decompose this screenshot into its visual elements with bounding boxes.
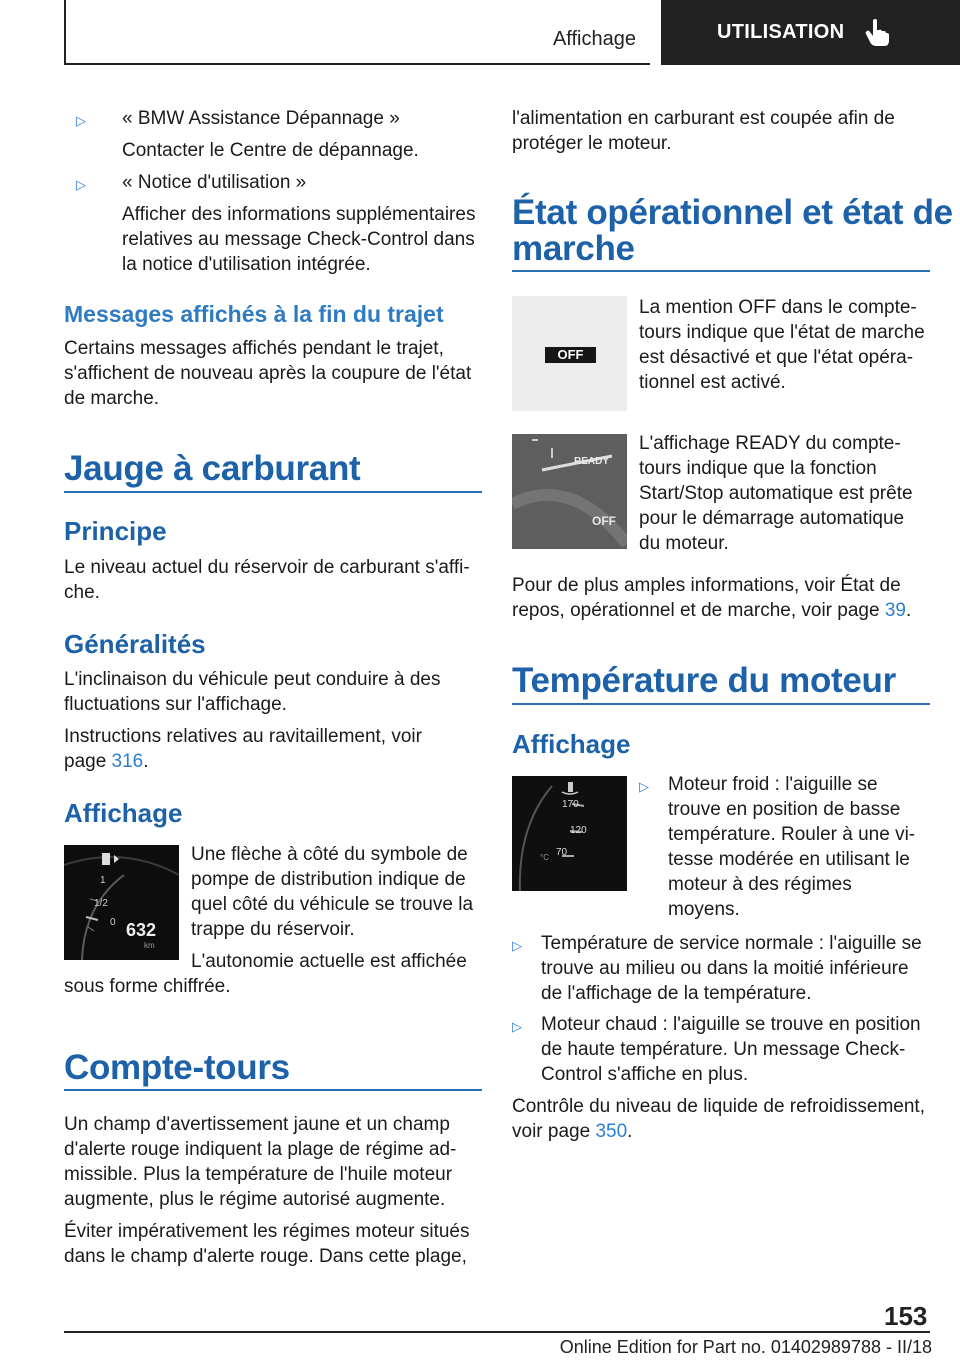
text: repos, opérationnel et de marche, voir page: [512, 600, 885, 621]
bullet-triangle-icon: ▷: [639, 779, 649, 794]
bullet-text: Afficher des informations supplémentaires: [122, 204, 476, 225]
fuel-gauge-image: [64, 845, 179, 960]
bullet-text: température. Rouler à une vi-: [668, 824, 916, 845]
paragraph-line: du moteur.: [639, 533, 729, 554]
paragraph-line: dans le champ d'alerte rouge. Dans cette plage,: [64, 1246, 467, 1267]
bullet-triangle-icon: ▷: [512, 938, 522, 953]
page-reference-link[interactable]: 39: [884, 600, 906, 621]
paragraph-line: Certains messages affichés pendant le trajet,: [64, 338, 444, 359]
header-chapter-label: UTILISATION: [717, 21, 845, 43]
paragraph-line: Éviter impérativement les régimes moteur situés: [64, 1221, 470, 1242]
bullet-text: Contacter le Centre de dépannage.: [122, 140, 419, 161]
bullet-text: tesse modérée en utilisant le: [668, 849, 910, 870]
bullet-title: « BMW Assistance Dépannage »: [122, 108, 400, 129]
paragraph-line: pour le démarrage automatique: [639, 508, 905, 529]
bullet-text: Moteur chaud : l'aiguille se trouve en position: [541, 1014, 921, 1035]
paragraph-line: [512, 1119, 632, 1144]
fuel-mark-empty: 0: [110, 917, 116, 928]
paragraph-line: est désactivé et que l'état opéra-: [639, 347, 914, 368]
paragraph-line: pompe de distribution indique de: [191, 869, 466, 890]
bullet-triangle-icon: ▷: [76, 113, 86, 128]
page-reference-link[interactable]: 350: [595, 1121, 628, 1142]
temp-mark-70: 70: [556, 847, 568, 858]
heading-fuel-gauge: Jauge à carburant: [64, 449, 361, 488]
header-section-title: Affichage: [552, 28, 636, 50]
heading-tachometer: Compte-tours: [64, 1048, 290, 1087]
ready-off-label: OFF: [592, 514, 616, 528]
footer-edition-text: Online Edition for Part no. 01402989788 - II/18: [559, 1337, 932, 1357]
paragraph-line: l'alimentation en carburant est coupée afin de: [512, 108, 895, 129]
temp-mark-120: 120: [570, 825, 587, 836]
paragraph-line: La mention OFF dans le compte-: [639, 297, 917, 318]
fuel-range-unit: km: [144, 941, 155, 950]
heading-operational-state-line2: marche: [512, 229, 635, 268]
paragraph-line: Une flèche à côté du symbole de: [191, 844, 468, 865]
heading-engine-temperature: Température du moteur: [512, 661, 896, 700]
paragraph-line: d'alerte rouge indiquent la plage de régime ad-: [64, 1139, 457, 1160]
paragraph-line: Le niveau actuel du réservoir de carburant s'affi-: [64, 557, 470, 578]
bullet-title: « Notice d'utilisation »: [122, 172, 307, 193]
header-border-left: [64, 0, 66, 64]
paragraph-line: s'affichent de nouveau après la coupure de l'état: [64, 363, 472, 384]
page-number: 153: [884, 1301, 928, 1331]
paragraph-line: Un champ d'avertissement jaune et un champ: [64, 1114, 450, 1135]
heading-display: Affichage: [64, 798, 183, 828]
bullet-text: moteur à des régimes: [668, 874, 852, 895]
bullet-text: de l'affichage de la température.: [541, 983, 812, 1004]
ready-display-image: [512, 434, 627, 549]
heading-operational-state: État opérationnel et état de: [512, 193, 953, 232]
paragraph-line: augmente, plus le régime autorisé augmente.: [64, 1189, 446, 1210]
paragraph-line: trappe du réservoir.: [191, 919, 355, 940]
fuel-gauge-graphic: [64, 845, 179, 960]
paragraph-line: Pour de plus amples informations, voir État de: [512, 575, 901, 596]
bullet-text: moyens.: [668, 899, 740, 920]
ready-gauge-graphic: [512, 434, 627, 549]
temp-mark-170: 170: [562, 799, 579, 810]
text: .: [143, 751, 149, 772]
heading-general: Généralités: [64, 629, 206, 659]
text: .: [627, 1121, 633, 1142]
header-border-bottom: [64, 63, 650, 65]
paragraph-line: che.: [64, 582, 100, 603]
fuel-mark-full: 1: [100, 875, 106, 886]
paragraph-line: protéger le moteur.: [512, 133, 672, 154]
paragraph-line: quel côté du véhicule se trouve la: [191, 894, 474, 915]
paragraph-line: sous forme chiffrée.: [64, 976, 231, 997]
page-reference-link[interactable]: 316: [111, 751, 144, 772]
fuel-mark-half: 1/2: [94, 898, 108, 909]
heading-rule: [512, 703, 930, 705]
off-display-image: [512, 296, 627, 411]
fuel-range-value: 632: [126, 920, 157, 940]
ready-label: READY: [574, 456, 610, 467]
text: page: [64, 751, 112, 772]
bullet-text: de haute température. Un message Check-: [541, 1039, 906, 1060]
temperature-gauge-image: [512, 776, 627, 891]
paragraph-line: Start/Stop automatique est prête: [639, 483, 913, 504]
paragraph-line: Contrôle du niveau de liquide de refroidissement,: [512, 1096, 925, 1117]
bullet-text: Moteur froid : l'aiguille se: [668, 774, 878, 795]
paragraph-line: tionnel est activé.: [639, 372, 786, 393]
paragraph-line: L'affichage READY du compte-: [639, 433, 901, 454]
paragraph-line: Instructions relatives au ravitaillement, voir: [64, 726, 422, 747]
bullet-text: relatives au message Check-Control dans: [122, 229, 475, 250]
paragraph-line: tours indique que la fonction: [639, 458, 877, 479]
temp-unit: °C: [540, 853, 549, 862]
bullet-text: Control s'affiche en plus.: [541, 1064, 749, 1085]
bullet-text: trouve en position de basse: [668, 799, 901, 820]
text: .: [905, 600, 912, 621]
bullet-triangle-icon: ▷: [512, 1019, 522, 1034]
heading-principle: Principe: [64, 516, 167, 546]
heading-rule: [512, 270, 930, 272]
pointing-hand-icon: [864, 19, 890, 47]
heading-end-trip-messages: Messages affichés à la fin du trajet: [64, 301, 444, 327]
bullet-text: Température de service normale : l'aiguille se: [541, 933, 922, 954]
footer-rule: [64, 1331, 930, 1333]
heading-rule: [64, 1089, 482, 1091]
off-badge: OFF: [545, 347, 596, 363]
bullet-triangle-icon: ▷: [76, 177, 86, 192]
heading-rule: [64, 491, 482, 493]
paragraph-line: [64, 749, 149, 774]
bullet-text: la notice d'utilisation intégrée.: [122, 254, 371, 275]
bullet-text: trouve au milieu ou dans la moitié inférieure: [541, 958, 909, 979]
paragraph-line: tours indique que l'état de marche: [639, 322, 925, 343]
paragraph-line: [512, 598, 911, 623]
paragraph-line: L'inclinaison du véhicule peut conduire à des: [64, 669, 441, 690]
paragraph-line: missible. Plus la température de l'huile moteur: [64, 1164, 453, 1185]
paragraph-line: L'autonomie actuelle est affichée: [191, 951, 467, 972]
heading-temp-display: Affichage: [512, 729, 631, 759]
text: voir page: [512, 1121, 596, 1142]
paragraph-line: fluctuations sur l'affichage.: [64, 694, 287, 715]
paragraph-line: de marche.: [64, 388, 160, 409]
header-chapter-tab: [661, 0, 960, 65]
